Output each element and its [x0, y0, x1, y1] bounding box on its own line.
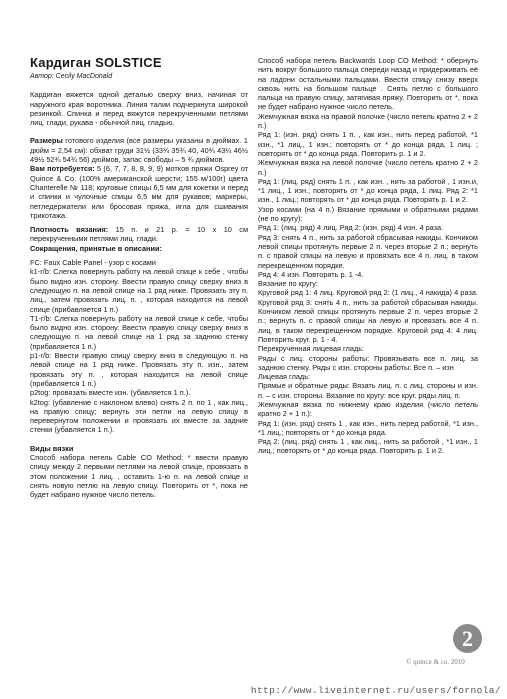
sizes-paragraph: [30, 136, 248, 164]
abbrev-line: T1-r/b: Слегка повернуть работу на левой спице к себе, чтобы было видно изн. сторону. Ввести правую спицу сверху вниз в следующую п. на левой спице на 1 ряд за заднюю стенку (прибавляется 1 п.): [30, 313, 248, 351]
right-line: Прямые и обратные ряды: Вязать лиц. п. с лиц. стороны и изн. п. – с изн. стороны. Вязание по кругу: все круг. ряды лиц. п.: [258, 381, 478, 400]
stitch-types-heading: Виды вязки: [30, 443, 74, 453]
right-line: Ряд 3: снять 4 п., нить за работой сбрасывая накиды. Кончиком левой спицы протянуть первые 2 п. через вторые 2 п.; вернуть п. с правой спицы на левую и провязать все 4 п. лиц. в таком перекрещенном порядке.: [258, 232, 478, 270]
materials-text: 5 (6, 7, 7, 8, 8, 9, 9) мотков пряжи Osprey от Quince & Co. (100% американской шерсти; 155 м/100г) цвета Chanterelle № 118; круговые спицы 6,5 мм для кокетки и перед и спинки и чулочные спицы 6,5 мм для рукавов; маркеры, петледержатели или бросовая пряжа, игла для сшивания трикотажа.: [30, 164, 248, 220]
right-line: Ряд 1: (лиц. ряд) снять 1 п. , как изн. , нить за работой , 1 изн.и, *1 лиц., 1 изн.; повторять от * до конца ряда, 1 лиц. Ряд 2: *1 изн., 1 лиц.; повторять от * до конца ряда. Повторять р. 1 и 2.: [258, 176, 478, 205]
right-line: Вязание по кругу:: [258, 279, 318, 289]
right-line: Жемчужная вязка по нижнему краю изделия (число петель кратно 2 + 1 п.):: [258, 399, 478, 419]
abbrev-line: p1-r/b: Ввести правую спицу сверху вниз в следующую п. на левой спице на 1 ряд ниже. Провязать эту п. изн., затем провязать эту п. , которая находится на левой спице (прибавляется 1 п.): [30, 351, 248, 388]
right-line: Ряды с лиц. стороны работы: Провязывать все п. лиц. за заднюю стенку. Ряды с изн. стороны работы: Все п. – изн: [258, 353, 478, 372]
right-line: Ряд 1: (изн. ряд) снять 1 п. , как изн., нить перед работой, *1 изн., *1 лиц., 1 изн.; повторять от * до конца ряда, 1 лиц. ; повторять от * до конца ряда. Повторить р. 1 и 2.: [258, 130, 478, 158]
density-label: Плотность вязания:: [30, 225, 109, 235]
backwards-loop-paragraph: Способ набора петель Backwards Loop CO Method: * обернуть нить вокруг большого пальца спереди назад и придерживать её на ладони остальными пальцами. Ввести спицу снизу вверх сквозь нить на большом пальце . Снять петлю с большого пальца на правую спицу, затягивая пряжу. Повторить от *, пока не будет набрано нужное число петель.: [258, 56, 478, 112]
materials-label: Вам потребуется:: [30, 164, 95, 174]
copyright-text: © quince & co. 2010: [406, 658, 465, 666]
right-line: Жемчужная вязка на левой полочке (число петель кратно 2 + 2 п.): [258, 158, 478, 177]
abbrev-line: FC: Faux Cable Panel - узор с косами: [30, 258, 156, 268]
abbreviations-heading: Сокращения, принятые в описании:: [30, 243, 162, 253]
density-text: 15 п. и 21 р. = 10 x 10 см перекрученными петлями лиц. глади.: [30, 225, 248, 244]
density-paragraph: [30, 225, 248, 244]
right-line: Ряд 4: 4 изн. Повторять р. 1 -4.: [258, 269, 364, 279]
right-line: Ряд 1: (изн. ряд) снять 1 , как изн., нить перед работой, *1 изн., *1 лиц.; повторять от * до конца ряда.: [258, 418, 478, 437]
sizes-text: готового изделия (все размеры указаны в дюймах. 1 дюйм = 2,54 см): обхват груди 31½ (33¾ 35¾ 40, 40¾ 43¼ 46½ 49½ 52¾ 54¾ 56) дюймов, запас свободы – 5 ¾ дюймов.: [30, 136, 248, 165]
right-line: Узор косами (на 4 п.) Вязание прямыми и обратными рядами (не по кругу):: [258, 204, 478, 224]
cable-co-paragraph: Способ набора петель Cable CO Method: * ввести правую спицу между 2 первыми петлями на левой спице, провязать в этом положении 1 лиц. , оставить 1-ю п. на левой спице и снять новую петлю на левую спицу. Повторить от *, пока не будет набрано нужное число петель.: [30, 452, 248, 500]
author-line: Автор: Cecily MacDonald: [30, 73, 113, 80]
pattern-title: Кардиган SOLSTICE: [30, 55, 162, 70]
source-url: http://www.liveinternet.ru/users/fornola/: [250, 685, 501, 696]
right-line: Ряд 2: (лиц. ряд) снять 1 , как лиц., нить за работой , *1 изн., 1 лиц.; повторять от * до конца ряда. Повторять р. 1 и 2.: [258, 437, 478, 456]
right-line: Круговой ряд 1: 4 лиц. Круговой ряд 2: (1 лиц., 4 накида) 4 раза. Круговой ряд 3: снять 4 п., нить за работой сбрасывая накиды. Кончиком левой спицы протянуть первые 2 п. через вторые 2 п.; вернуть п. с правой спицы на левую и провязать все 4 п. лиц. в таком перекрещенном порядке. Круговой ряд 4: 4 лиц. Повторить круг. р. 1 - 4.: [258, 288, 478, 344]
abbrev-line: k2tog: (убавление с наклоном влево) снять 2 п. по 1 , как лиц., на правую спицу; вернуть эти петли на левую спицу в перевернутом положении и провязать их вместе за задние стенки (убавляется 1 п.).: [30, 397, 248, 435]
page-number-badge: 2: [453, 624, 482, 653]
sizes-label: Размеры: [30, 136, 63, 146]
intro-paragraph: Кардиган вяжется одной деталью сверху вниз, начиная от наружного края воротника. Линия талии подчеркнута широкой резинкой. Спинка и перед вяжутся перекрученными петлями лиц. глади, рукава - обычной лиц. гладью.: [30, 90, 248, 128]
right-line: Жемчужная вязка на правой полочке (число петель кратно 2 + 2 п.): [258, 111, 478, 131]
abbrev-line: k1-r/b: Слегка повернуть работу на левой спице к себе , чтобы было видно изн. сторону. Ввести правую спицу сверху вниз в следующую п. на левой спице на 1 ряд ниже. Провязать эту п. лиц., затем провязать лиц. п. , которая находится на левой спице (прибавляется 1 п.): [30, 267, 248, 314]
abbrev-line: p2tog: провязать вместе изн. (убавляется 1 п.).: [30, 388, 191, 398]
right-line: Перекрученная лицевая гладь:: [258, 344, 365, 354]
right-column: [258, 56, 478, 456]
materials-paragraph: [30, 164, 248, 220]
left-column: [30, 56, 248, 499]
right-line: Ряд 1: (лиц. ряд) 4 лиц. Ряд 2: (изн. ряд) 4 изн. 4 раза.: [258, 223, 444, 233]
right-line: Лицевая гладь:: [258, 372, 311, 382]
